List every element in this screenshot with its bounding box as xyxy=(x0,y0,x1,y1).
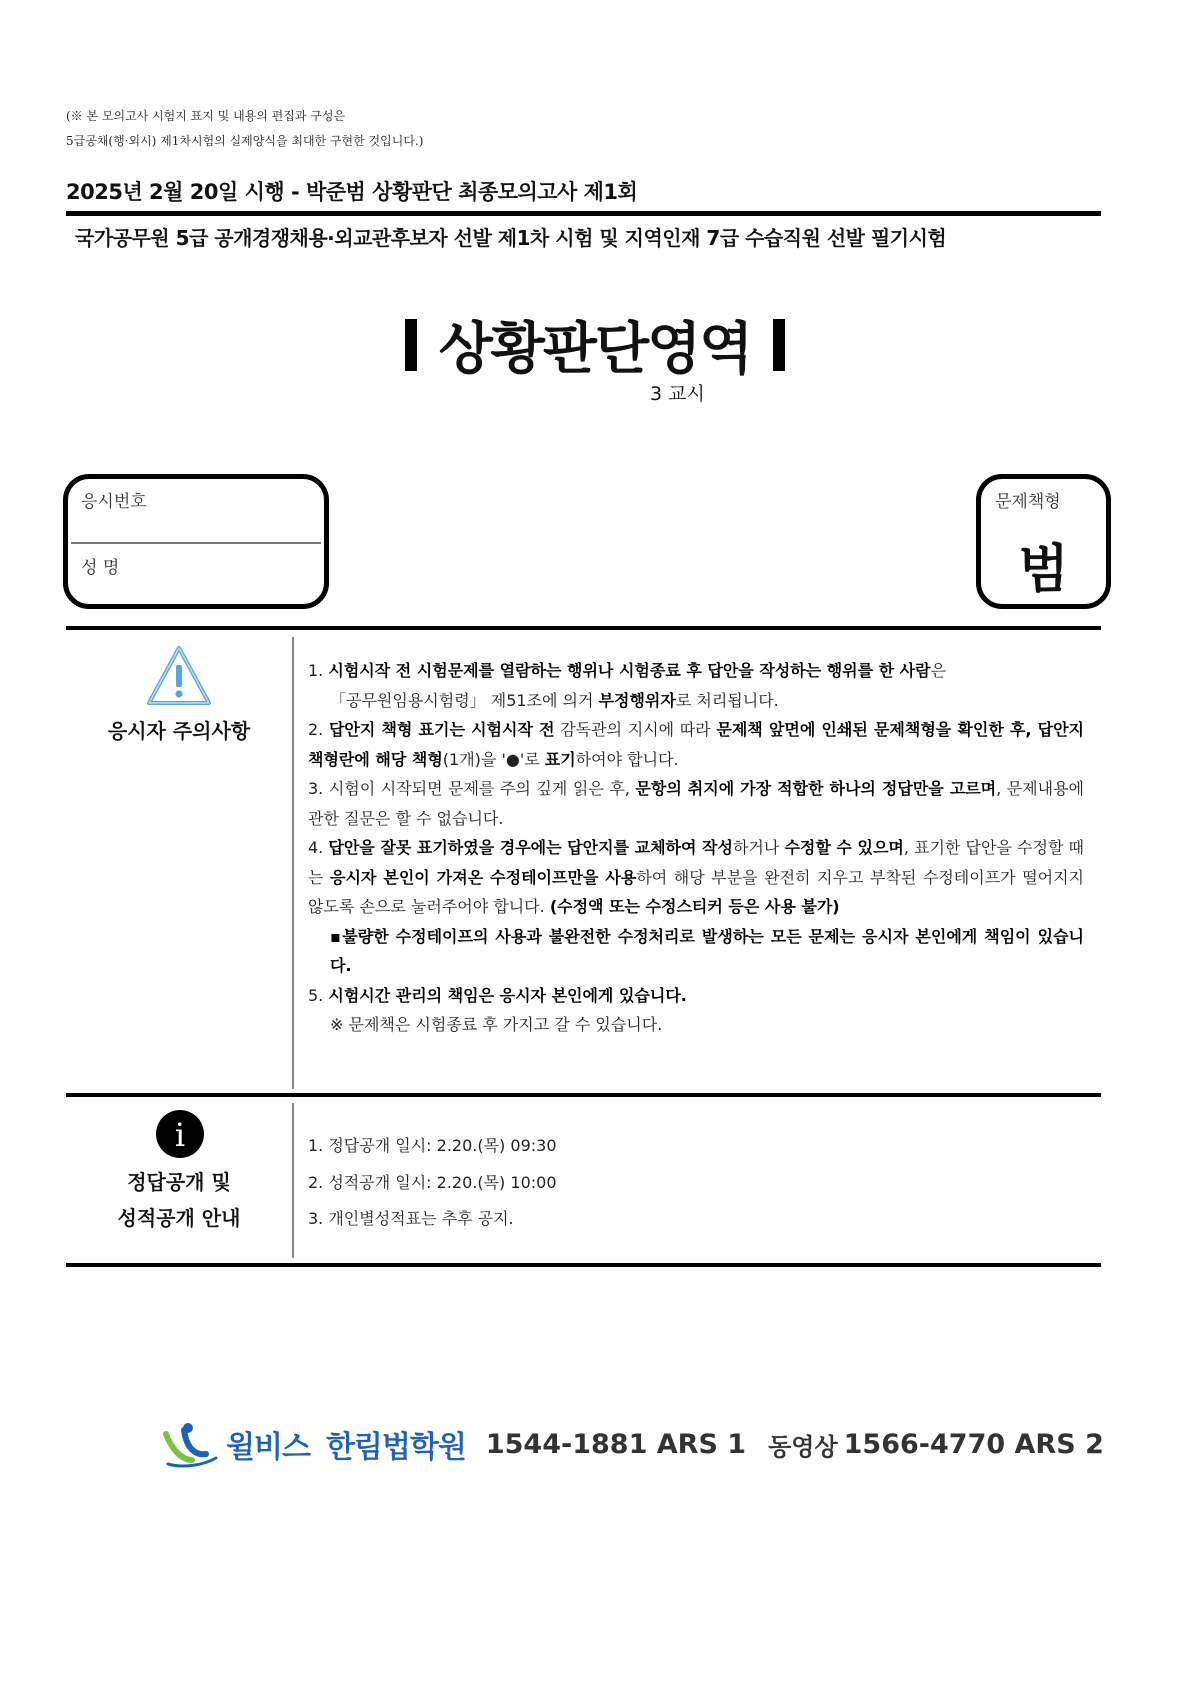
release-heading-line2: 성적공개 안내 xyxy=(117,1206,241,1230)
editing-notice-line2: 5급공채(행·외시) 제1차시험의 실제양식을 최대한 구현한 것입니다.) xyxy=(66,134,424,148)
precaution-item-1-cont: 「공무원임용시험령」 제51조에 의거 부정행위자로 처리됩니다. xyxy=(330,690,779,710)
applicant-info-box xyxy=(63,474,329,609)
release-item: 3. 개인별성적표는 추후 공지. xyxy=(308,1209,514,1228)
release-item: 1. 정답공개 일시: 2.20.(목) 09:30 xyxy=(308,1136,557,1155)
editing-notice-line1: (※ 본 모의고사 시험지 표지 및 내용의 편집과 구성은 xyxy=(66,109,346,123)
brand-willbes: 윌비스 xyxy=(226,1430,310,1465)
period-label: 3 교시 xyxy=(650,383,705,405)
title-left-bar xyxy=(405,319,417,371)
precaution-item-5: 5. 시험시간 관리의 책임은 응시자 본인에게 있습니다. xyxy=(308,985,687,1005)
applicant-number-label: 응시번호 xyxy=(81,492,147,512)
precaution-item-3: 3. 시험이 시작되면 문제를 주의 깊게 읽은 후, 문항의 취지에 가장 적합한 하나의 정답만을 고르며, 문제내용에 관한 질문은 할 수 없습니다. xyxy=(308,779,1085,828)
video-phone-number: 1566-4770 ARS 2 xyxy=(843,1428,1104,1460)
precaution-item-5-note: ※ 문제책은 시험종료 후 가지고 갈 수 있습니다. xyxy=(330,1015,663,1034)
release-item: 2. 성적공개 일시: 2.20.(목) 10:00 xyxy=(308,1172,557,1192)
header-divider xyxy=(66,211,1101,216)
warning-triangle-icon xyxy=(146,645,212,707)
release-top-rule xyxy=(66,1093,1101,1097)
title-right-bar xyxy=(773,319,785,371)
booklet-type-box xyxy=(976,474,1111,609)
release-bottom-rule xyxy=(66,1263,1101,1267)
subject-name: 상황판단영역 xyxy=(438,317,752,382)
subject-title-wrap xyxy=(0,305,1190,385)
info-icon: i xyxy=(156,1110,204,1158)
release-heading xyxy=(66,1164,292,1236)
exam-subtitle: 국가공무원 5급 공개경쟁채용·외교관후보자 선발 제1차 시험 및 지역인재 7급 수습직원 선발 필기시험 xyxy=(75,226,947,250)
editing-notice xyxy=(66,104,423,154)
brand-hanlim: 한림법학원 xyxy=(325,1430,466,1465)
precautions-column-divider xyxy=(292,637,294,1089)
precaution-item-2: 2. 답안지 책형 표기는 시험시작 전 감독관의 지시에 따라 문제책 앞면에 인쇄된 문제책형을 확인한 후, 답안지 책형란에 해당 책형(1개)을 '●'로 표기하여야 합니다. xyxy=(308,720,1085,769)
release-column-divider xyxy=(292,1103,294,1258)
release-heading-line1: 정답공개 및 xyxy=(127,1170,231,1194)
exam-title: 2025년 2월 20일 시행 - 박준범 상황판단 최종모의고사 제1회 xyxy=(66,180,638,204)
precautions-heading: 응시자 주의사항 xyxy=(107,719,251,743)
release-list xyxy=(308,1128,557,1238)
footer-advert xyxy=(162,1420,1104,1468)
video-label: 동영상 xyxy=(768,1432,838,1461)
precaution-item-1: 1. 시험시작 전 시험문제를 열람하는 행위나 시험종료 후 답안을 작성하는 행위를 한 사람은 xyxy=(308,661,947,680)
applicant-name-label: 성 명 xyxy=(81,558,120,578)
applicant-box-divider xyxy=(71,542,321,544)
booklet-type-value: 범 xyxy=(1018,540,1069,600)
precaution-item-4-sub: ▪불량한 수정테이프의 사용과 불완전한 수정처리로 발생하는 모든 문제는 응시자 본인에게 책임이 있습니다. xyxy=(330,926,1084,975)
precaution-item-4: 4. 답안을 잘못 표기하였을 경우에는 답안지를 교체하여 작성하거나 수정할 수 있으며, 표기한 답안을 수정할 때는 응시자 본인이 가져온 수정테이프만을 사용하여 해당 부분을 완전히 지우고 부착된 수정테이프가 떨어지지 않도록 손으로 눌러주어야 합니다. (수정액 또는 수정스티커 등은 사용 불가) xyxy=(308,838,1084,916)
precautions-top-rule xyxy=(66,626,1101,630)
precautions-list xyxy=(308,656,1084,1040)
subject-title xyxy=(405,305,786,385)
phone-number: 1544-1881 ARS 1 xyxy=(485,1428,747,1460)
willbes-logo-icon xyxy=(162,1420,220,1468)
booklet-type-label: 문제책형 xyxy=(995,492,1061,512)
